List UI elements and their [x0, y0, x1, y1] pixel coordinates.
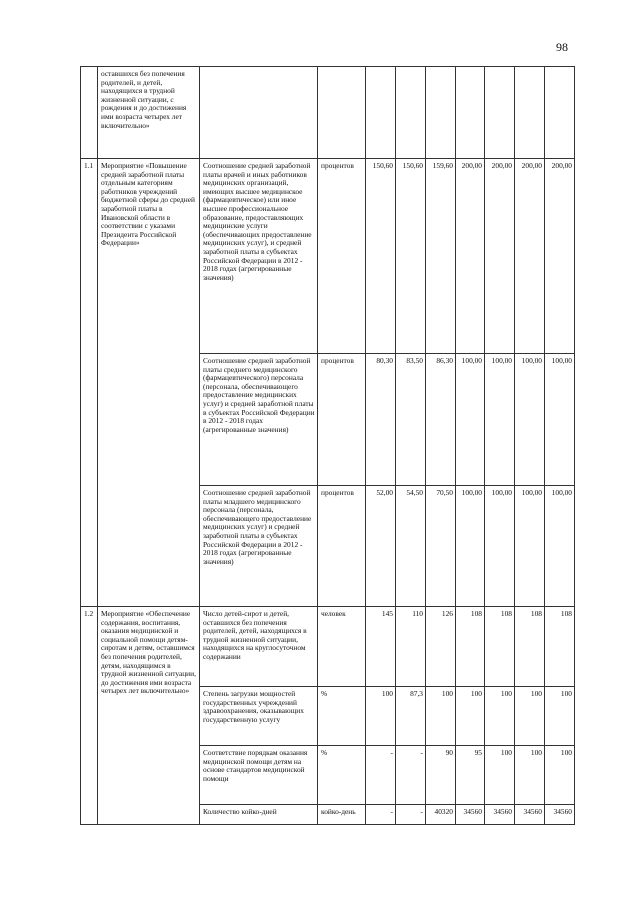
- value-cell: 95: [456, 746, 485, 805]
- value-cell: 126: [426, 607, 456, 687]
- value-cell: 100,00: [515, 486, 545, 607]
- value-cell: 100,00: [545, 354, 575, 486]
- unit-cell: %: [318, 746, 366, 805]
- indicator-cell: Соотношение средней заработной платы врачей и иных работников медицинских организаций, имеющих высшее медицинское (фармацевтическое) или иное высшее профессиональное образование, предоставляющих медицинские услуги (обеспечивающих предоставление медицинских услуг), и средней заработной платы в субъектах Российской Федерации в 2012 - 2018 годах (агрегированные значения): [200, 159, 318, 354]
- unit-cell: человек: [318, 607, 366, 687]
- value-cell: 100,00: [545, 486, 575, 607]
- unit-cell: процентов: [318, 159, 366, 354]
- value-cell: 40320: [426, 805, 456, 825]
- value-cell: -: [396, 746, 426, 805]
- value-cell: 108: [485, 607, 515, 687]
- value-cell: 54,50: [396, 486, 426, 607]
- value-cell: 34560: [515, 805, 545, 825]
- indicators-table: [80, 66, 575, 825]
- value-cell: 70,50: [426, 486, 456, 607]
- value-cell: 100: [515, 687, 545, 746]
- value-cell: 100: [485, 746, 515, 805]
- value-cell: 200,00: [515, 159, 545, 354]
- value-cell: 86,30: [426, 354, 456, 486]
- table-row: [81, 67, 575, 159]
- value-cell: 100: [545, 746, 575, 805]
- value-cell: 108: [515, 607, 545, 687]
- value-cell: 100,00: [515, 354, 545, 486]
- value-cell: 100: [366, 687, 396, 746]
- value-cell: 34560: [545, 805, 575, 825]
- value-cell: 100,00: [456, 486, 485, 607]
- value-cell: 108: [545, 607, 575, 687]
- value-cell: -: [366, 805, 396, 825]
- value-cell: 110: [396, 607, 426, 687]
- value-cell: 150,60: [396, 159, 426, 354]
- unit-cell: койко-день: [318, 805, 366, 825]
- activity-cell: оставшихся без попечения родителей, и детей, находящихся в трудной жизненной ситуации, с рождения и до достижения ими возраста четырех лет включительно»: [98, 67, 200, 159]
- value-cell: 150,60: [366, 159, 396, 354]
- value-cell: 90: [426, 746, 456, 805]
- value-cell: -: [396, 805, 426, 825]
- value-cell: 100: [456, 687, 485, 746]
- unit-cell: %: [318, 687, 366, 746]
- value-cell: 34560: [456, 805, 485, 825]
- value-cell: 100: [426, 687, 456, 746]
- value-cell: 100,00: [456, 354, 485, 486]
- unit-cell: [318, 67, 366, 159]
- indicator-cell: Число детей-сирот и детей, оставшихся без попечения родителей, детей, находящихся в трудной жизненной ситуации, находящихся на круглосуточном содержании: [200, 607, 318, 687]
- value-cell: 100,00: [485, 354, 515, 486]
- value-cell: 100: [485, 687, 515, 746]
- index-cell: 1.2: [81, 607, 98, 825]
- value-cell: 52,00: [366, 486, 396, 607]
- table-row: [81, 607, 575, 687]
- unit-cell: процентов: [318, 486, 366, 607]
- indicator-cell: Степень загрузки мощностей государственных учреждений здравоохранения, оказывающих государственную услугу: [200, 687, 318, 746]
- indicator-cell: Соотношение средней заработной платы младшего медицинского персонала (персонала, обеспечивающего предоставление медицинских услуг) и средней заработной платы в субъектах Российской Федерации в 2012 - 2018 годах (агрегированные значения): [200, 486, 318, 607]
- value-cell: 100: [515, 746, 545, 805]
- indicator-cell: [200, 67, 318, 159]
- activity-cell: Мероприятие «Повышение средней заработной платы отдельным категориям работников учреждений бюджетной сферы до средней заработной платы в Ивановской области в соответствии с указами Президента Российской Федерации»: [98, 159, 200, 607]
- indicator-cell: Количество койко-дней: [200, 805, 318, 825]
- value-cell: 145: [366, 607, 396, 687]
- value-cell: 200,00: [485, 159, 515, 354]
- value-cell: 200,00: [545, 159, 575, 354]
- value-cell: 80,30: [366, 354, 396, 486]
- activity-cell: Мероприятие «Обеспечение содержания, воспитания, оказания медицинской и социальной помощи детям-сиротам и детям, оставшимся без попечения родителей, детям, находящимся в трудной жизненной ситуации, до достижения ими возраста четырех лет включительно»: [98, 607, 200, 825]
- value-cell: 159,60: [426, 159, 456, 354]
- value-cell: 200,00: [456, 159, 485, 354]
- index-cell: [81, 67, 98, 159]
- indicator-cell: Соотношение средней заработной платы среднего медицинского (фармацевтического) персонала (персонала, обеспечивающего предоставление медицинских услуг) и средней заработной платы в субъектах Российской Федерации в 2012 - 2018 годах (агрегированные значения): [200, 354, 318, 486]
- indicator-cell: Соответствие порядкам оказания медицинской помощи детям на основе стандартов медицинской помощи: [200, 746, 318, 805]
- page-number: 98: [556, 40, 568, 54]
- value-cell: 87,3: [396, 687, 426, 746]
- value-cell: -: [366, 746, 396, 805]
- value-cell: 108: [456, 607, 485, 687]
- value-cell: 100,00: [485, 486, 515, 607]
- value-cell: 100: [545, 687, 575, 746]
- value-cell: 83,50: [396, 354, 426, 486]
- value-cell: 34560: [485, 805, 515, 825]
- index-cell: 1.1: [81, 159, 98, 607]
- table-row: [81, 159, 575, 354]
- unit-cell: процентов: [318, 354, 366, 486]
